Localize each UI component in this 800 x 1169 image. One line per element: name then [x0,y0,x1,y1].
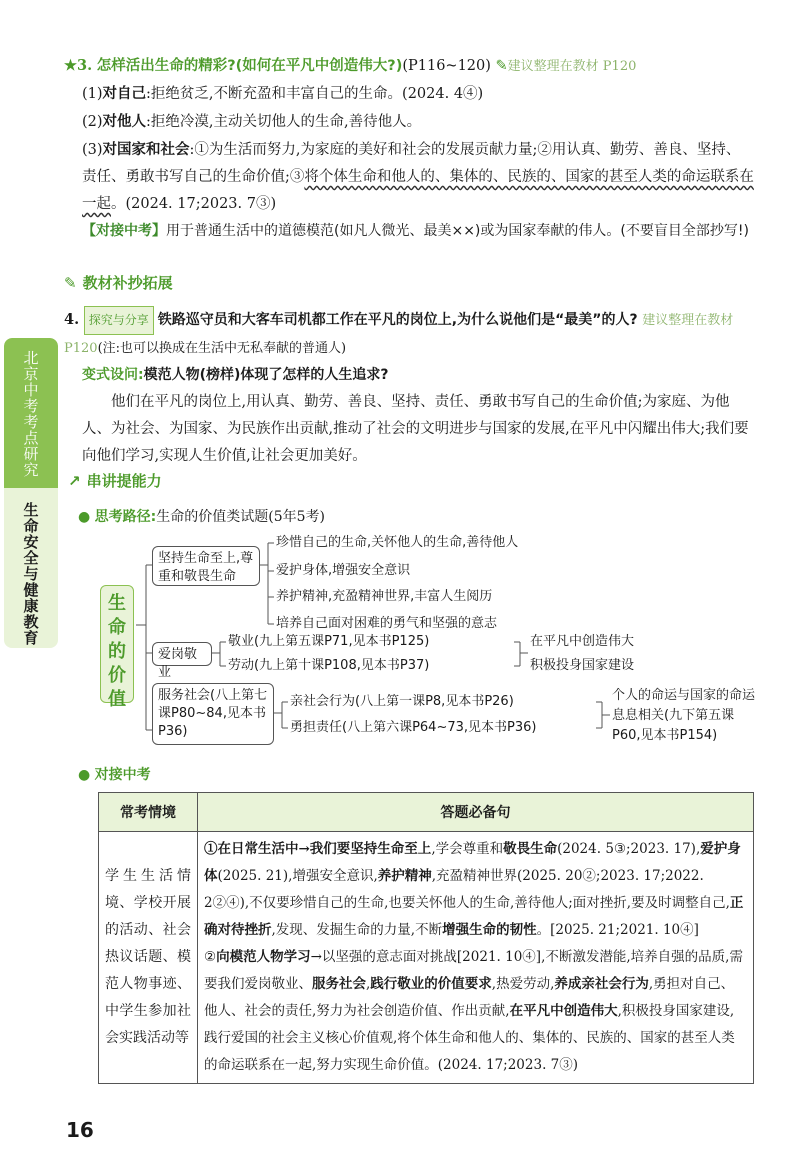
q4-note2: (注:也可以换成在生活中无私奉献的普通人) [97,341,347,356]
tree-result-2-2: 积极投身国家建设 [530,658,635,673]
tree-leaf-1-1: 珍惜自己的生命,关怀他人的生命,善待他人 [276,535,519,550]
supplement-title: ✎ 教材补抄拓展 [64,273,173,292]
ability-title: ↗ 串讲提能力 [68,471,162,490]
tree-leaf-3-2: 勇担责任(八上第六课P64~73,见本书P36) [290,720,537,735]
connect-text: 用于普通生活中的道德模范(如凡人微光、最美××)或为国家奉献的伟人。(不要盲目全部抄写!) [166,223,749,239]
pencil-icon: ✎ [495,58,508,74]
pencil-icon: ✎ [64,273,77,292]
table-cell-scene: 学生生活情境、学校开展的活动、社会热议话题、模范人物事迹、中学生参加社会实践活动等 [99,832,198,1084]
question-3 [64,52,754,245]
tree-result-3: 个人的命运与国家的命运息息相关(九下第五课P60,见本书P154) [612,688,756,743]
sidebar-bottom [4,488,58,648]
bullet-icon: ● [78,509,91,525]
tree-leaf-1-2: 爱护身体,增强安全意识 [276,563,411,578]
sidebar-tab [4,338,58,648]
variant-question: 模范人物(榜样)体现了怎样的人生追求? [143,367,389,383]
tree-branch-2: 爱岗敬业 [152,642,212,666]
question-4 [64,306,754,470]
q4-number: 4. [64,311,80,328]
tree-result-2-1: 在平凡中创造伟大 [530,634,635,649]
tree-leaf-1-3: 养护精神,充盈精神世界,丰富人生阅历 [276,589,493,604]
tree-root: 生命的价值 [100,585,134,703]
tree-leaf-3-1: 亲社会行为(八上第一课P8,见本书P26) [290,694,514,709]
sidebar-bottom-label: 生命安全与健康教育 [21,502,40,646]
tree-leaf-2-2: 劳动(九上第十课P108,见本书P37) [228,658,430,673]
answer-paragraph-2: ②向模范人物学习→以坚强的意志面对挑战[2021. 10④],不断激发潜能,培养自强的品质,需要我们爱岗敬业、服务社会,践行敬业的价值要求,热爱劳动,养成亲社会行为,勇担对自己、他人、社会的责任,努力为社会创造价值、作出贡献,在平凡中创造伟大,积极投身国家建设,践行爱国的社会主义核心价值观,将个体生命和他人的、集体的、民族的、国家的甚至人类的命运联系在一起,努力实现生命价值。(2024. 17;2023. 7③) [204,949,743,1073]
tree-leaf-1-4: 培养自己面对困难的勇气和坚强的意志 [276,616,498,631]
connect-section-title: ● 对接中考 [78,767,151,783]
answer-paragraph-1: ①在日常生活中→我们要坚持生命至上,学会尊重和敬畏生命(2024. 5③;2023. 17),爱护身体(2025. 21),增强安全意识,养护精神,充盈精神世界(2025. 20②;2023. 17;2022. 2②④),不仅要珍惜自己的生命,也要关怀他人的生命,善待他人;面对挫折,要及时调整自己,正确对待挫折,发现、发掘生命的力量,不断增强生命的韧性。[2025. 21;2021. 10④] [204,841,744,938]
variant-label: 变式设问: [82,367,144,383]
sidebar-top [4,338,58,488]
connect-tag: 【对接中考】 [82,223,166,239]
q3-item-1: (1)对自己:拒绝贫乏,不断充盈和丰富自己的生命。(2024. 4④) [82,85,484,102]
explore-badge: 探究与分享 [84,306,154,335]
q4-note: 建议整理在教材 P120 [64,313,734,356]
q3-question: 怎样活出生命的精彩?(如何在平凡中创造伟大?) [96,58,403,74]
trend-icon: ↗ [68,471,81,490]
answer-table [98,792,754,1084]
value-tree [100,535,760,750]
page-number: 16 [66,1118,94,1142]
sidebar-top-label: 北京中考考点研究 [21,350,40,478]
tree-branch-1: 坚持生命至上,尊重和敬畏生命 [152,546,260,586]
table-header-answer: 答题必备句 [198,793,754,832]
q4-question: 铁路巡守员和大客车司机都工作在平凡的岗位上,为什么说他们是“最美”的人? [157,312,638,328]
q3-item-2: (2)对他人:拒绝冷漠,主动关切他人的生命,善待他人。 [82,113,422,130]
tree-leaf-2-1: 敬业(九上第五课P71,见本书P125) [228,634,430,649]
table-header-scene: 常考情境 [99,793,198,832]
q3-item-3: (3)对国家和社会:①为生活而努力,为家庭的美好和社会的发展贡献力量;②用认真、勤劳、善良、坚持、责任、勇敢书写自己的生命价值;③将个体生命和他人的、集体的、民族的、国家的甚至人类的命运联系在一起。(2024. 17;2023. 7③) [82,141,754,212]
q3-connect [64,218,754,245]
thinking-path: ● 思考路径:生命的价值类试题(5年5考) [78,509,326,525]
q3-number: ★3. [64,57,93,74]
table-row [99,832,754,1084]
q4-answer: 他们在平凡的岗位上,用认真、勤劳、善良、坚持、责任、勇敢书写自己的生命价值;为家庭、为他人、为社会、为国家、为民族作出贡献,推动了社会的文明进步与国家的发展,在平凡中闪耀出伟大;我们要向他们学习,实现人生价值,让社会更加美好。 [82,394,749,464]
q3-pages: (P116~120) [402,58,491,74]
q3-note: 建议整理在教材 P120 [507,59,637,74]
tree-branch-3: 服务社会(八上第七课P80~84,见本书P36) [152,683,274,745]
bullet-icon: ● [78,767,91,783]
table-cell-answer [198,832,754,1084]
